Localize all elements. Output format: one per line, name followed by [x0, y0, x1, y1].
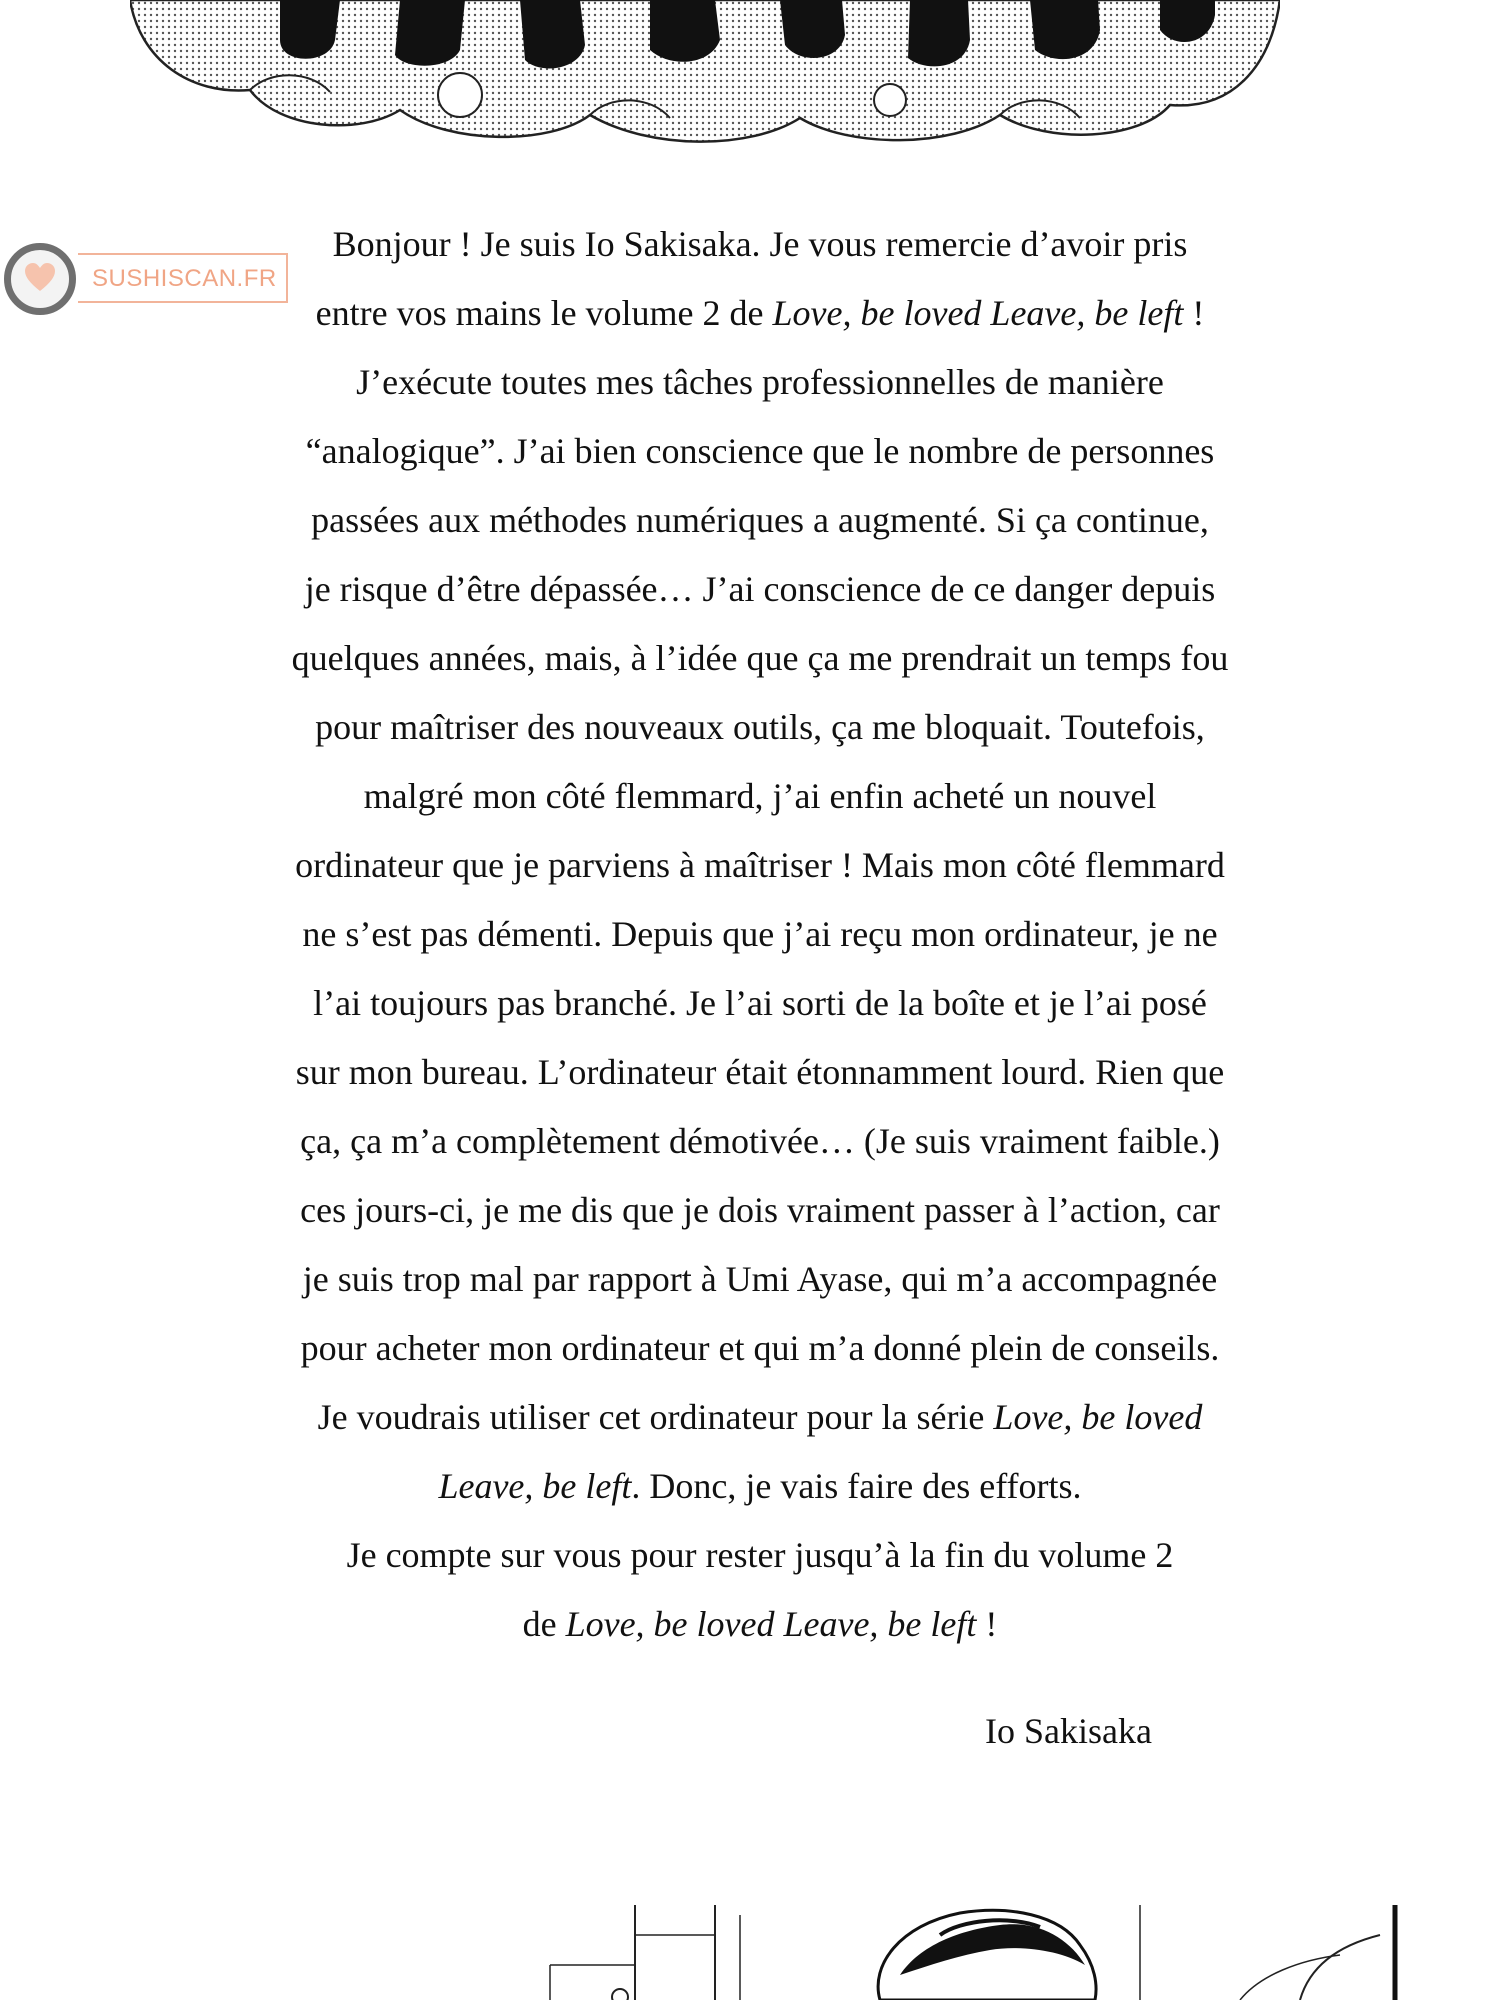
author-signature: Io Sakisaka [985, 1711, 1152, 1751]
letter-line: entre vos mains le volume 2 de Love, be loved Leave, be left ! [315, 293, 1205, 333]
letter-line: ça, ça m’a complètement démotivée… (Je suis vraiment faible.) [300, 1121, 1220, 1161]
letter-line: ces jours-ci, je me dis que je dois vraiment passer à l’action, car [300, 1190, 1220, 1230]
letter-line: “analogique”. J’ai bien conscience que le nombre de personnes [305, 431, 1215, 471]
series-title: Leave, be left [438, 1466, 632, 1506]
letter-line: Bonjour ! Je suis Io Sakisaka. Je vous remercie d’avoir pris [332, 224, 1188, 264]
letter-line: Leave, be left. Donc, je vais faire des efforts. [438, 1466, 1082, 1506]
header-cloud-decoration [130, 0, 1280, 150]
letter-line: quelques années, mais, à l’idée que ça me prendrait un temps fou [291, 638, 1229, 678]
bottom-manga-illustration [540, 1905, 1420, 2000]
letter-line: je suis trop mal par rapport à Umi Ayase, qui m’a accompagnée [302, 1259, 1218, 1299]
letter-line: sur mon bureau. L’ordinateur était étonnamment lourd. Rien que [295, 1052, 1225, 1092]
author-letter [150, 210, 1370, 1659]
letter-line: J’exécute toutes mes tâches professionnelles de manière [356, 362, 1164, 402]
letter-line: pour acheter mon ordinateur et qui m’a donné plein de conseils. [300, 1328, 1220, 1368]
letter-line: ordinateur que je parviens à maîtriser ! Mais mon côté flemmard [295, 845, 1225, 885]
letter-line: passées aux méthodes numériques a augmenté. Si ça continue, [311, 500, 1209, 540]
letter-line: je risque d’être dépassée… J’ai conscience de ce danger depuis [304, 569, 1216, 609]
letter-line: de Love, be loved Leave, be left ! [522, 1604, 998, 1644]
letter-line: Je voudrais utiliser cet ordinateur pour la série Love, be loved [317, 1397, 1203, 1437]
letter-line: l’ai toujours pas branché. Je l’ai sorti de la boîte et je l’ai posé [313, 983, 1207, 1023]
watermark-text: SUSHISCAN.FR [92, 265, 277, 292]
heart-icon [24, 263, 56, 293]
letter-line: pour maîtriser des nouveaux outils, ça me bloquait. Toutefois, [315, 707, 1205, 747]
series-title: Love, be loved Leave, be left [772, 293, 1184, 333]
letter-line: malgré mon côté flemmard, j’ai enfin acheté un nouvel [363, 776, 1157, 816]
letter-line: Je compte sur vous pour rester jusqu’à la fin du volume 2 [346, 1535, 1174, 1575]
letter-line: ne s’est pas démenti. Depuis que j’ai reçu mon ordinateur, je ne [302, 914, 1218, 954]
series-title: Love, be loved Leave, be left [565, 1604, 977, 1644]
series-title: Love, be loved [993, 1397, 1203, 1437]
